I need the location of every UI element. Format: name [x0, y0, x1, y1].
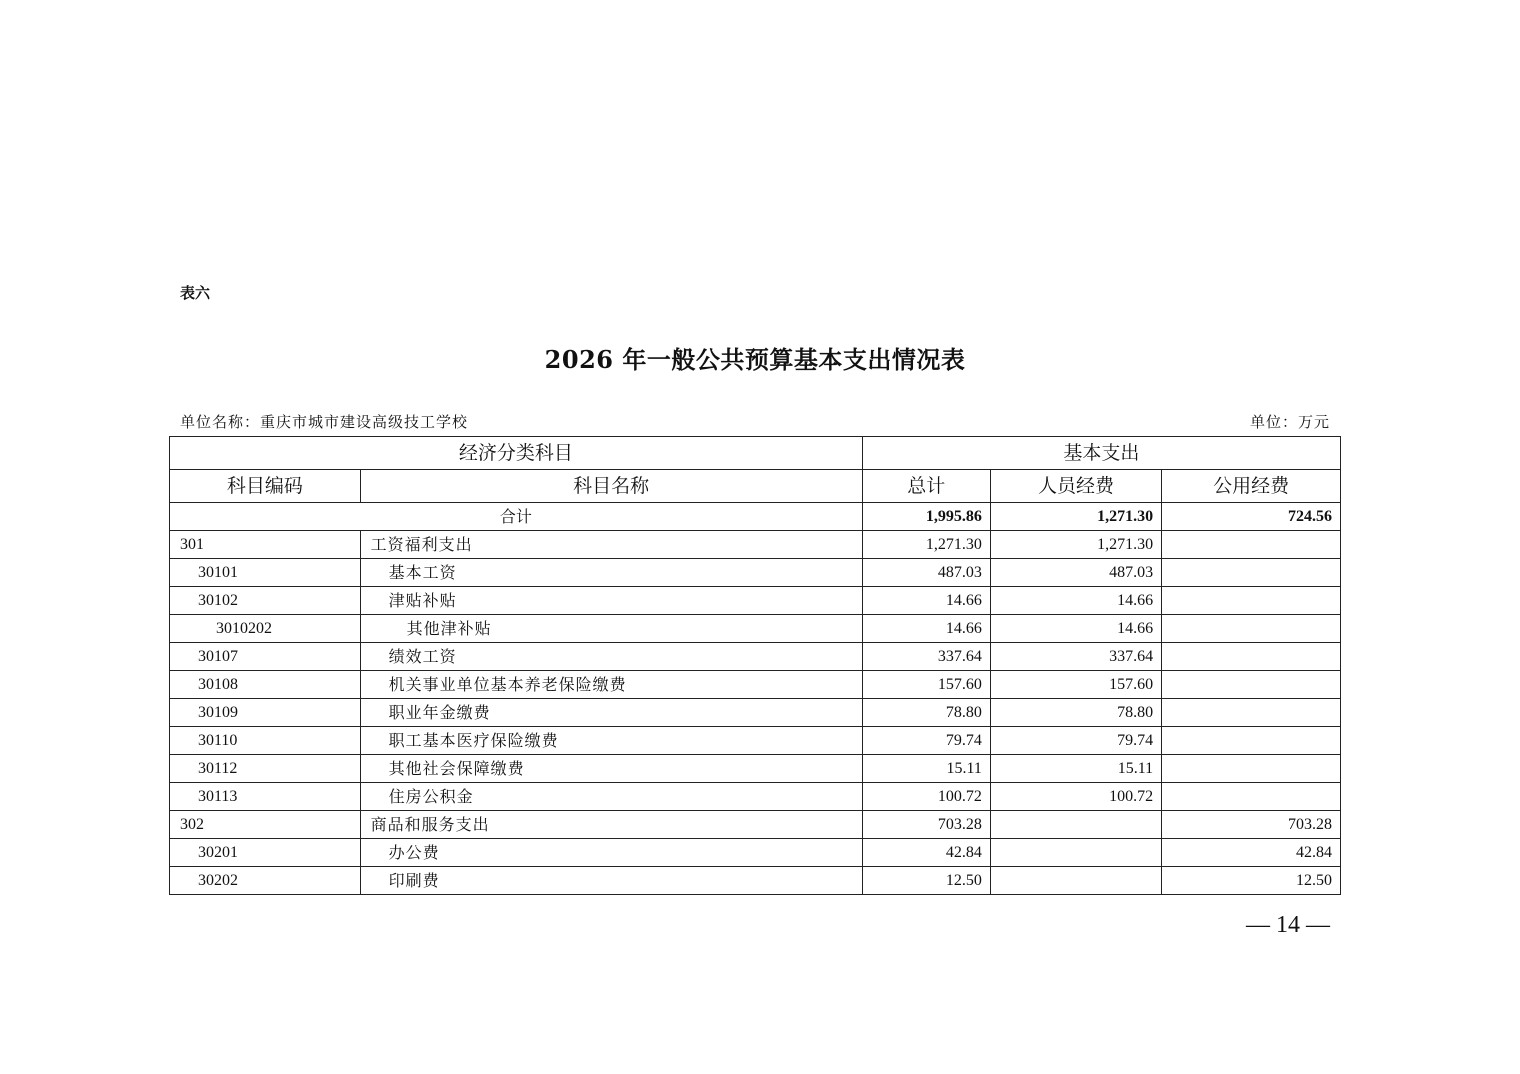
table-row [170, 811, 1341, 839]
table-label: 表六 [180, 284, 211, 302]
cell-code: 30201 [170, 839, 361, 867]
table-row [170, 839, 1341, 867]
cell-name: 津贴补贴 [360, 587, 862, 615]
table-row [170, 867, 1341, 895]
cell-personnel: 14.66 [990, 615, 1161, 643]
budget-table [169, 436, 1341, 895]
cell-code: 3010202 [170, 615, 361, 643]
cell-code: 30101 [170, 559, 361, 587]
header-econ-group: 经济分类科目 [170, 437, 863, 470]
cell-total: 1,271.30 [862, 531, 990, 559]
cell-name: 其他社会保障缴费 [360, 755, 862, 783]
table-row [170, 671, 1341, 699]
cell-total: 157.60 [862, 671, 990, 699]
cell-personnel: 100.72 [990, 783, 1161, 811]
header-name: 科目名称 [360, 470, 862, 503]
cell-total: 100.72 [862, 783, 990, 811]
cell-public [1162, 643, 1341, 671]
header-personnel: 人员经费 [990, 470, 1161, 503]
table-row [170, 531, 1341, 559]
cell-name: 住房公积金 [360, 783, 862, 811]
table-row [170, 559, 1341, 587]
total-label: 合计 [170, 503, 863, 531]
header-basic-group: 基本支出 [862, 437, 1340, 470]
cell-total: 78.80 [862, 699, 990, 727]
table-row [170, 699, 1341, 727]
unit-label: 单位：万元 [1249, 413, 1330, 431]
cell-personnel: 79.74 [990, 727, 1161, 755]
cell-total: 337.64 [862, 643, 990, 671]
cell-public: 12.50 [1162, 867, 1341, 895]
unit-name: 单位名称：重庆市城市建设高级技工学校 [180, 413, 469, 431]
cell-name: 职工基本医疗保险缴费 [360, 727, 862, 755]
cell-total: 487.03 [862, 559, 990, 587]
cell-public [1162, 671, 1341, 699]
cell-personnel: 1,271.30 [990, 531, 1161, 559]
cell-total: 79.74 [862, 727, 990, 755]
cell-personnel: 78.80 [990, 699, 1161, 727]
cell-name: 其他津补贴 [360, 615, 862, 643]
cell-public [1162, 615, 1341, 643]
header-row-group [170, 437, 1341, 470]
cell-total: 14.66 [862, 587, 990, 615]
cell-public [1162, 587, 1341, 615]
cell-name: 职业年金缴费 [360, 699, 862, 727]
cell-code: 301 [170, 531, 361, 559]
cell-total: 12.50 [862, 867, 990, 895]
table-row [170, 727, 1341, 755]
table-row [170, 643, 1341, 671]
table-row [170, 755, 1341, 783]
cell-total: 703.28 [862, 811, 990, 839]
table-row [170, 587, 1341, 615]
cell-personnel [990, 839, 1161, 867]
cell-code: 30102 [170, 587, 361, 615]
cell-code: 30108 [170, 671, 361, 699]
cell-name: 办公费 [360, 839, 862, 867]
page-title: 2026 年一般公共预算基本支出情况表 [544, 345, 966, 374]
cell-code: 30109 [170, 699, 361, 727]
cell-personnel: 157.60 [990, 671, 1161, 699]
header-total: 总计 [862, 470, 990, 503]
cell-personnel [990, 811, 1161, 839]
cell-public [1162, 755, 1341, 783]
cell-code: 30113 [170, 783, 361, 811]
cell-code: 30202 [170, 867, 361, 895]
total-row [170, 503, 1341, 531]
cell-public: 703.28 [1162, 811, 1341, 839]
cell-public [1162, 531, 1341, 559]
total-sum: 1,995.86 [862, 503, 990, 531]
cell-total: 15.11 [862, 755, 990, 783]
cell-public [1162, 559, 1341, 587]
cell-name: 基本工资 [360, 559, 862, 587]
total-personnel: 1,271.30 [990, 503, 1161, 531]
cell-code: 30110 [170, 727, 361, 755]
cell-total: 14.66 [862, 615, 990, 643]
cell-name: 工资福利支出 [360, 531, 862, 559]
cell-personnel: 487.03 [990, 559, 1161, 587]
table-row [170, 783, 1341, 811]
cell-code: 302 [170, 811, 361, 839]
cell-public: 42.84 [1162, 839, 1341, 867]
cell-public [1162, 727, 1341, 755]
cell-personnel: 15.11 [990, 755, 1161, 783]
cell-public [1162, 783, 1341, 811]
header-row-columns [170, 470, 1341, 503]
cell-total: 42.84 [862, 839, 990, 867]
cell-personnel: 337.64 [990, 643, 1161, 671]
cell-personnel [990, 867, 1161, 895]
cell-public [1162, 699, 1341, 727]
total-public: 724.56 [1162, 503, 1341, 531]
cell-personnel: 14.66 [990, 587, 1161, 615]
cell-name: 商品和服务支出 [360, 811, 862, 839]
cell-code: 30107 [170, 643, 361, 671]
header-code: 科目编码 [170, 470, 361, 503]
page-number: — 14 — [1246, 912, 1330, 938]
cell-name: 印刷费 [360, 867, 862, 895]
cell-code: 30112 [170, 755, 361, 783]
table-row [170, 615, 1341, 643]
cell-name: 机关事业单位基本养老保险缴费 [360, 671, 862, 699]
cell-name: 绩效工资 [360, 643, 862, 671]
header-public: 公用经费 [1162, 470, 1341, 503]
